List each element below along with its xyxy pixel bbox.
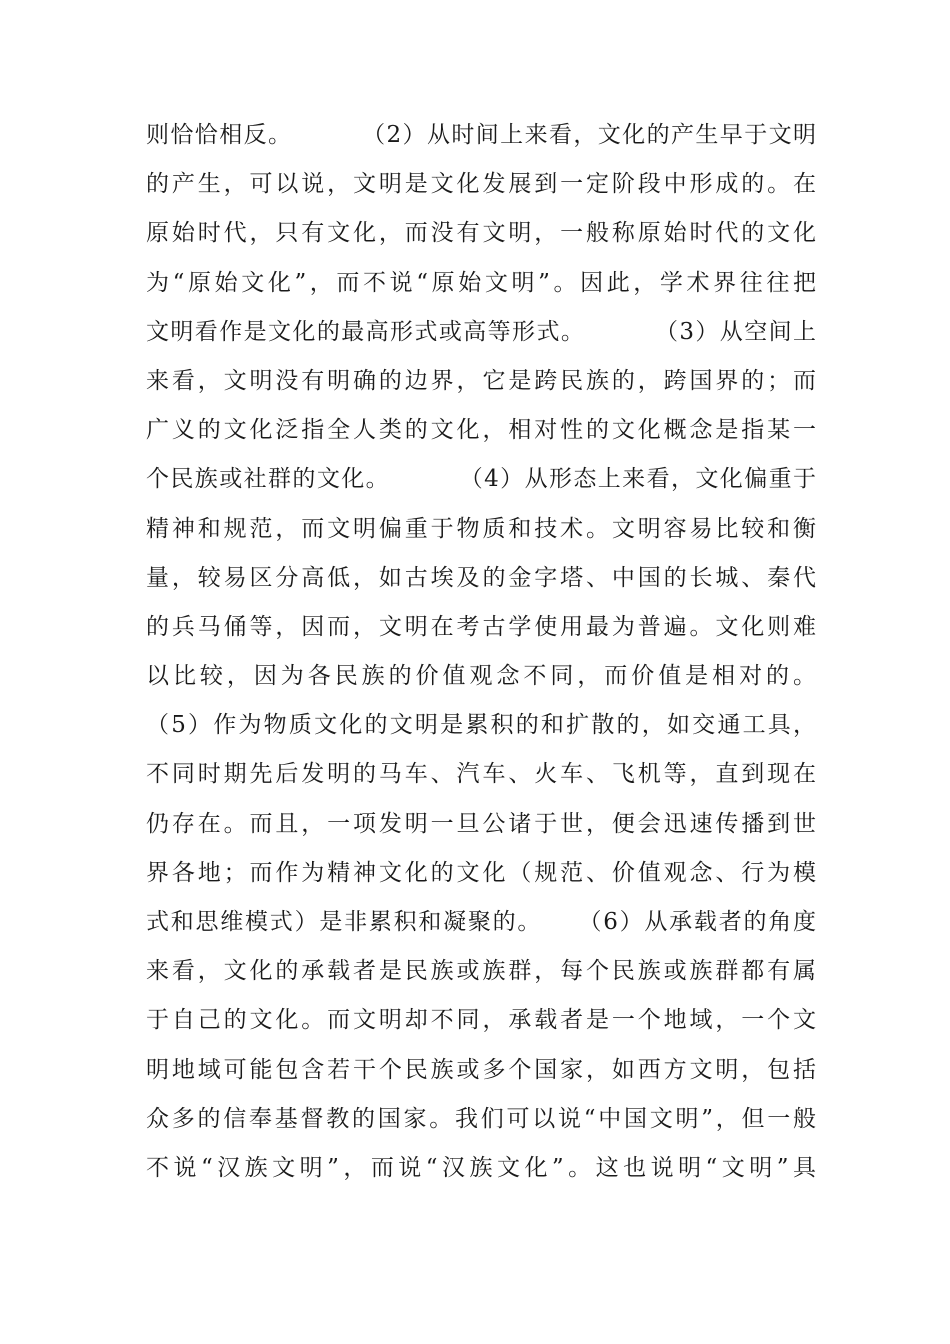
text-line: 精神和规范，而文明偏重于物质和技术。文明容易比较和衡 [146,515,816,542]
text-line: 来看，文化的承载者是民族或族群，每个民族或族群都有属 [146,958,816,985]
text-line: 仍存在。而且，一项发明一旦公诸于世，便会迅速传播到世 [146,810,816,837]
text-line: 为“原始文化”，而不说“原始文明”。因此，学术界往往把 [146,269,816,296]
text-line: 以比较，因为各民族的价值观念不同，而价值是相对的。 [146,663,816,690]
text-line: 于自己的文化。而文明却不同，承载者是一个地域，一个文 [146,1007,816,1034]
text-line: 明地域可能包含若干个民族或多个国家，如西方文明，包括 [146,1056,816,1083]
text-line: 不说“汉族文明”，而说“汉族文化”。这也说明“文明”具 [146,1154,816,1181]
text-line: 式和思维模式）是非累积和凝聚的。 （6）从承载者的角度 [146,909,816,935]
text-line: （5）作为物质文化的文明是累积的和扩散的，如交通工具， [146,712,816,739]
text-line: 个民族或社群的文化。 （4）从形态上来看，文化偏重于 [146,466,816,493]
text-line: 的产生，可以说，文明是文化发展到一定阶段中形成的。在 [146,171,816,198]
text-line: 原始时代，只有文化，而没有文明，一般称原始时代的文化 [146,220,816,247]
text-line: 文明看作是文化的最高形式或高等形式。 （3）从空间上 [146,318,816,345]
text-line: 则恰恰相反。 （2）从时间上来看，文化的产生早于文明 [146,122,816,148]
text-line: 界各地；而作为精神文化的文化（规范、价值观念、行为模 [146,859,816,886]
body-text [146,111,816,1193]
text-line: 的兵马俑等，因而，文明在考古学使用最为普遍。文化则难 [146,613,816,640]
text-line: 广义的文化泛指全人类的文化，相对性的文化概念是指某一 [146,417,816,444]
text-line: 来看，文明没有明确的边界，它是跨民族的，跨国界的；而 [146,367,816,394]
text-line: 众多的信奉基督教的国家。我们可以说“中国文明”，但一般 [146,1105,816,1132]
text-line: 不同时期先后发明的马车、汽车、火车、飞机等，直到现在 [146,761,816,788]
text-line: 量，较易区分高低，如古埃及的金字塔、中国的长城、秦代 [146,564,816,591]
